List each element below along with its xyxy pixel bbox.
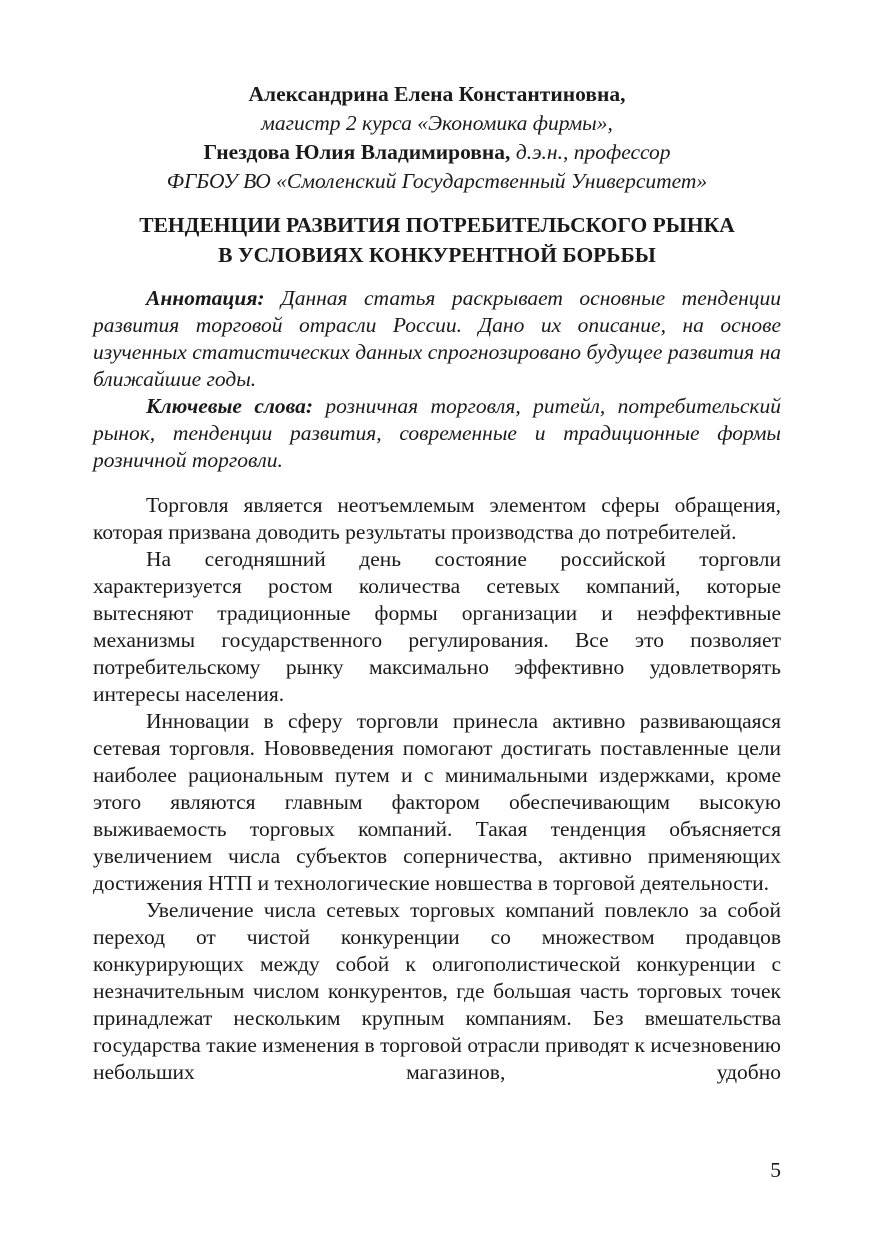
article-body [93, 492, 781, 1086]
body-paragraph: Увеличение числа сетевых торговых компаний повлекло за собой переход от чистой конкуренции со множеством продавцов конкурирующих между собой к олигополистической конкуренции с незначительным числом конкурентов, где большая часть торговых точек принадлежат нескольким крупным компаниям. Без вмешательства государства такие изменения в торговой отрасли приводят к исчезновению небольших магазинов, удобно [93, 898, 781, 1084]
affiliation-line [93, 167, 781, 196]
abstract-label: Аннотация: [146, 286, 265, 310]
article-page [93, 80, 781, 1086]
body-paragraph: Инновации в сферу торговли принесла активно развивающаяся сетевая торговля. Нововведения помогают достигать поставленные цели наиболее рациональным путем и с минимальными издержками, кроме этого являются главным фактором обеспечивающим высокую выживаемость торговых компаний. Такая тенденция объясняется увеличением числа субъектов соперничества, активно применяющих достижения НТП и технологические новшества в торговой деятельности. [93, 709, 781, 895]
author1-role: магистр 2 курса «Экономика фирмы», [261, 111, 613, 135]
abstract-text: Данная статья раскрывает основные тенденции развития торговой отрасли России. Дано их описание, на основе изученных статистических данных спрогнозировано будущее развития на ближайшие годы. [93, 286, 781, 391]
affiliation: ФГБОУ ВО «Смоленский Государственный Университет» [166, 169, 708, 193]
author-block [93, 80, 781, 196]
keywords-paragraph [93, 393, 781, 474]
body-paragraph: Торговля является неотъемлемым элементом сферы обращения, которая призвана доводить результаты производства до потребителей. [93, 493, 781, 544]
author1-name: Александрина Елена Константиновна, [248, 82, 626, 106]
body-paragraph: На сегодняшний день состояние российской торговли характеризуется ростом количества сетевых компаний, которые вытесняют традиционные формы организации и неэффективные механизмы государственного регулирования. Все это позволяет потребительскому рынку максимально эффективно удовлетворять интересы населения. [93, 547, 781, 706]
author1-role-line [93, 109, 781, 138]
page-number: 5 [770, 1158, 781, 1182]
keywords-label: Ключевые слова: [146, 394, 314, 418]
keywords-text: розничная торговля, ритейл, потребительский рынок, тенденции развития, современные и традиционные формы розничной торговли. [93, 394, 781, 472]
author2-role: д.э.н., профессор [510, 140, 671, 164]
author1-line [93, 80, 781, 109]
abstract-paragraph [93, 285, 781, 393]
author2-line [93, 138, 781, 167]
article-title [93, 210, 781, 270]
abstract-block [93, 285, 781, 474]
title-line-1: ТЕНДЕНЦИИ РАЗВИТИЯ ПОТРЕБИТЕЛЬСКОГО РЫНКА [139, 213, 735, 237]
title-line-2: В УСЛОВИЯХ КОНКУРЕНТНОЙ БОРЬБЫ [218, 243, 656, 267]
author2-name: Гнездова Юлия Владимировна, [203, 140, 511, 164]
